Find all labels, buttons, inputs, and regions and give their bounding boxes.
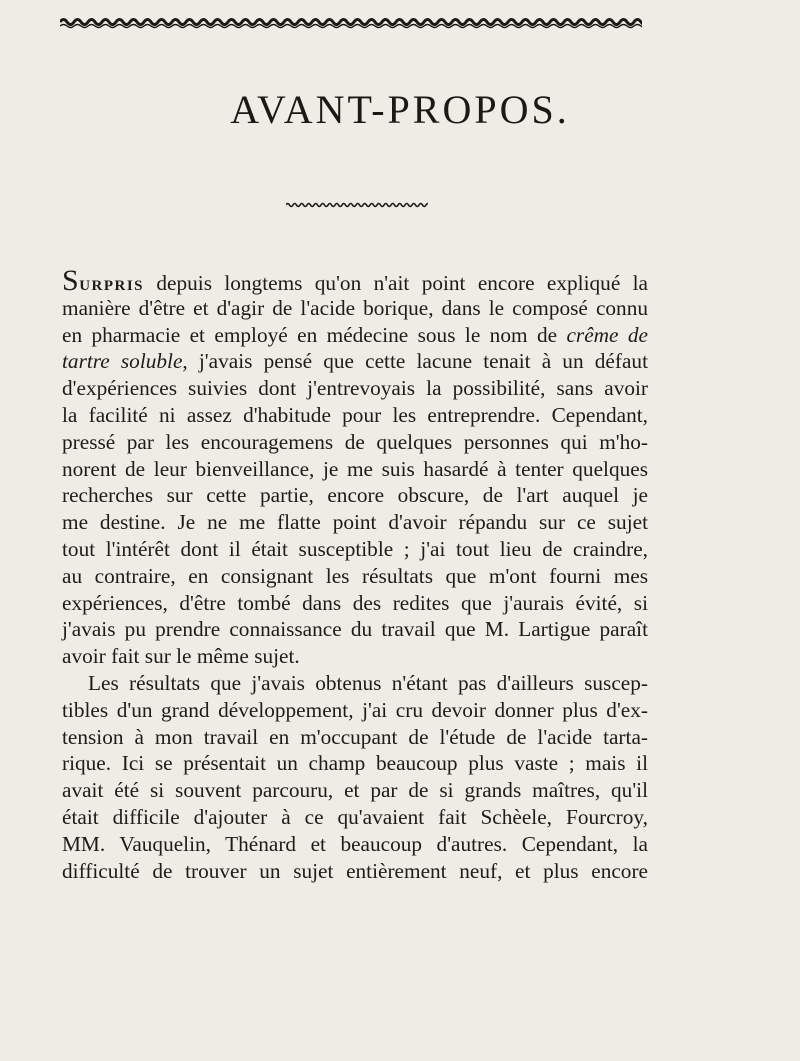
- text-line: tout l'intérêt dont il était susceptible ; j'ai tout lieu de craindre,: [62, 536, 648, 561]
- text-line: avait été si souvent parcouru, et par de si grands maîtres, qu'il: [62, 778, 648, 803]
- text-line: tension à mon travail en m'occupant de l'étude de l'acide tarta-: [62, 724, 648, 749]
- small-caps-word: URPRIS: [79, 278, 145, 294]
- page-title: AVANT-PROPOS.: [230, 87, 570, 132]
- text-line: difficulté de trouver un sujet entièrement neuf, et plus encore: [62, 858, 648, 883]
- text-line: [62, 264, 648, 297]
- text-line: Les résultats que j'avais obtenus n'étant pas d'ailleurs suscep-: [88, 670, 648, 695]
- text-line: était difficile d'ajouter à ce qu'avaient fait Schèele, Fourcroy,: [62, 804, 648, 829]
- text-line: me destine. Je ne me flatte point d'avoir répandu sur ce sujet: [62, 510, 648, 535]
- text-line: MM. Vauquelin, Thénard et beaucoup d'autres. Cependant, la: [62, 831, 648, 856]
- italic-term: crême de: [566, 322, 649, 347]
- paragraph-1: [62, 264, 649, 670]
- text-line: expériences, d'être tombé dans des redites que j'aurais évité, si: [62, 590, 648, 615]
- text-line: avoir fait sur le même sujet.: [62, 644, 300, 669]
- text-line: [62, 348, 648, 375]
- title-ornamental-rule: [286, 200, 428, 210]
- body-text: [62, 264, 649, 884]
- text-line: recherches sur cette partie, encore obscure, de l'art auquel je: [62, 483, 648, 508]
- text-line: au contraire, en consignant les résultats que m'ont fourni mes: [62, 563, 648, 588]
- line-text: en pharmacie et employé en médecine sous le nom de: [62, 322, 567, 347]
- text-line: rique. Ici se présentait un champ beaucoup plus vaste ; mais il: [62, 751, 648, 776]
- line-text: depuis longtems qu'on n'ait point encore expliqué la: [144, 271, 648, 295]
- drop-capital: S: [62, 264, 80, 297]
- line-text: , j'avais pensé que cette lacune tenait à un défaut: [182, 349, 648, 374]
- text-line: norent de leur bienveillance, je me suis hasardé à tenter quelques: [62, 456, 648, 481]
- text-line: [62, 322, 648, 349]
- text-line: d'expériences suivies dont j'entrevoyais la possibilité, sans avoir: [62, 376, 648, 401]
- italic-term: tartre soluble: [62, 349, 183, 374]
- text-line: la facilité ni assez d'habitude pour les entreprendre. Cependant,: [62, 402, 648, 427]
- paragraph-2: [62, 670, 648, 884]
- text-line: pressé par les encouragemens de quelques personnes qui m'ho-: [62, 429, 648, 454]
- top-ornamental-rule: [60, 12, 642, 34]
- text-line: tibles d'un grand développement, j'ai cru devoir donner plus d'ex-: [62, 697, 648, 722]
- text-line: j'avais pu prendre connaissance du travail que M. Lartigue paraît: [62, 617, 648, 642]
- text-line: manière d'être et d'agir de l'acide borique, dans le composé connu: [62, 295, 648, 320]
